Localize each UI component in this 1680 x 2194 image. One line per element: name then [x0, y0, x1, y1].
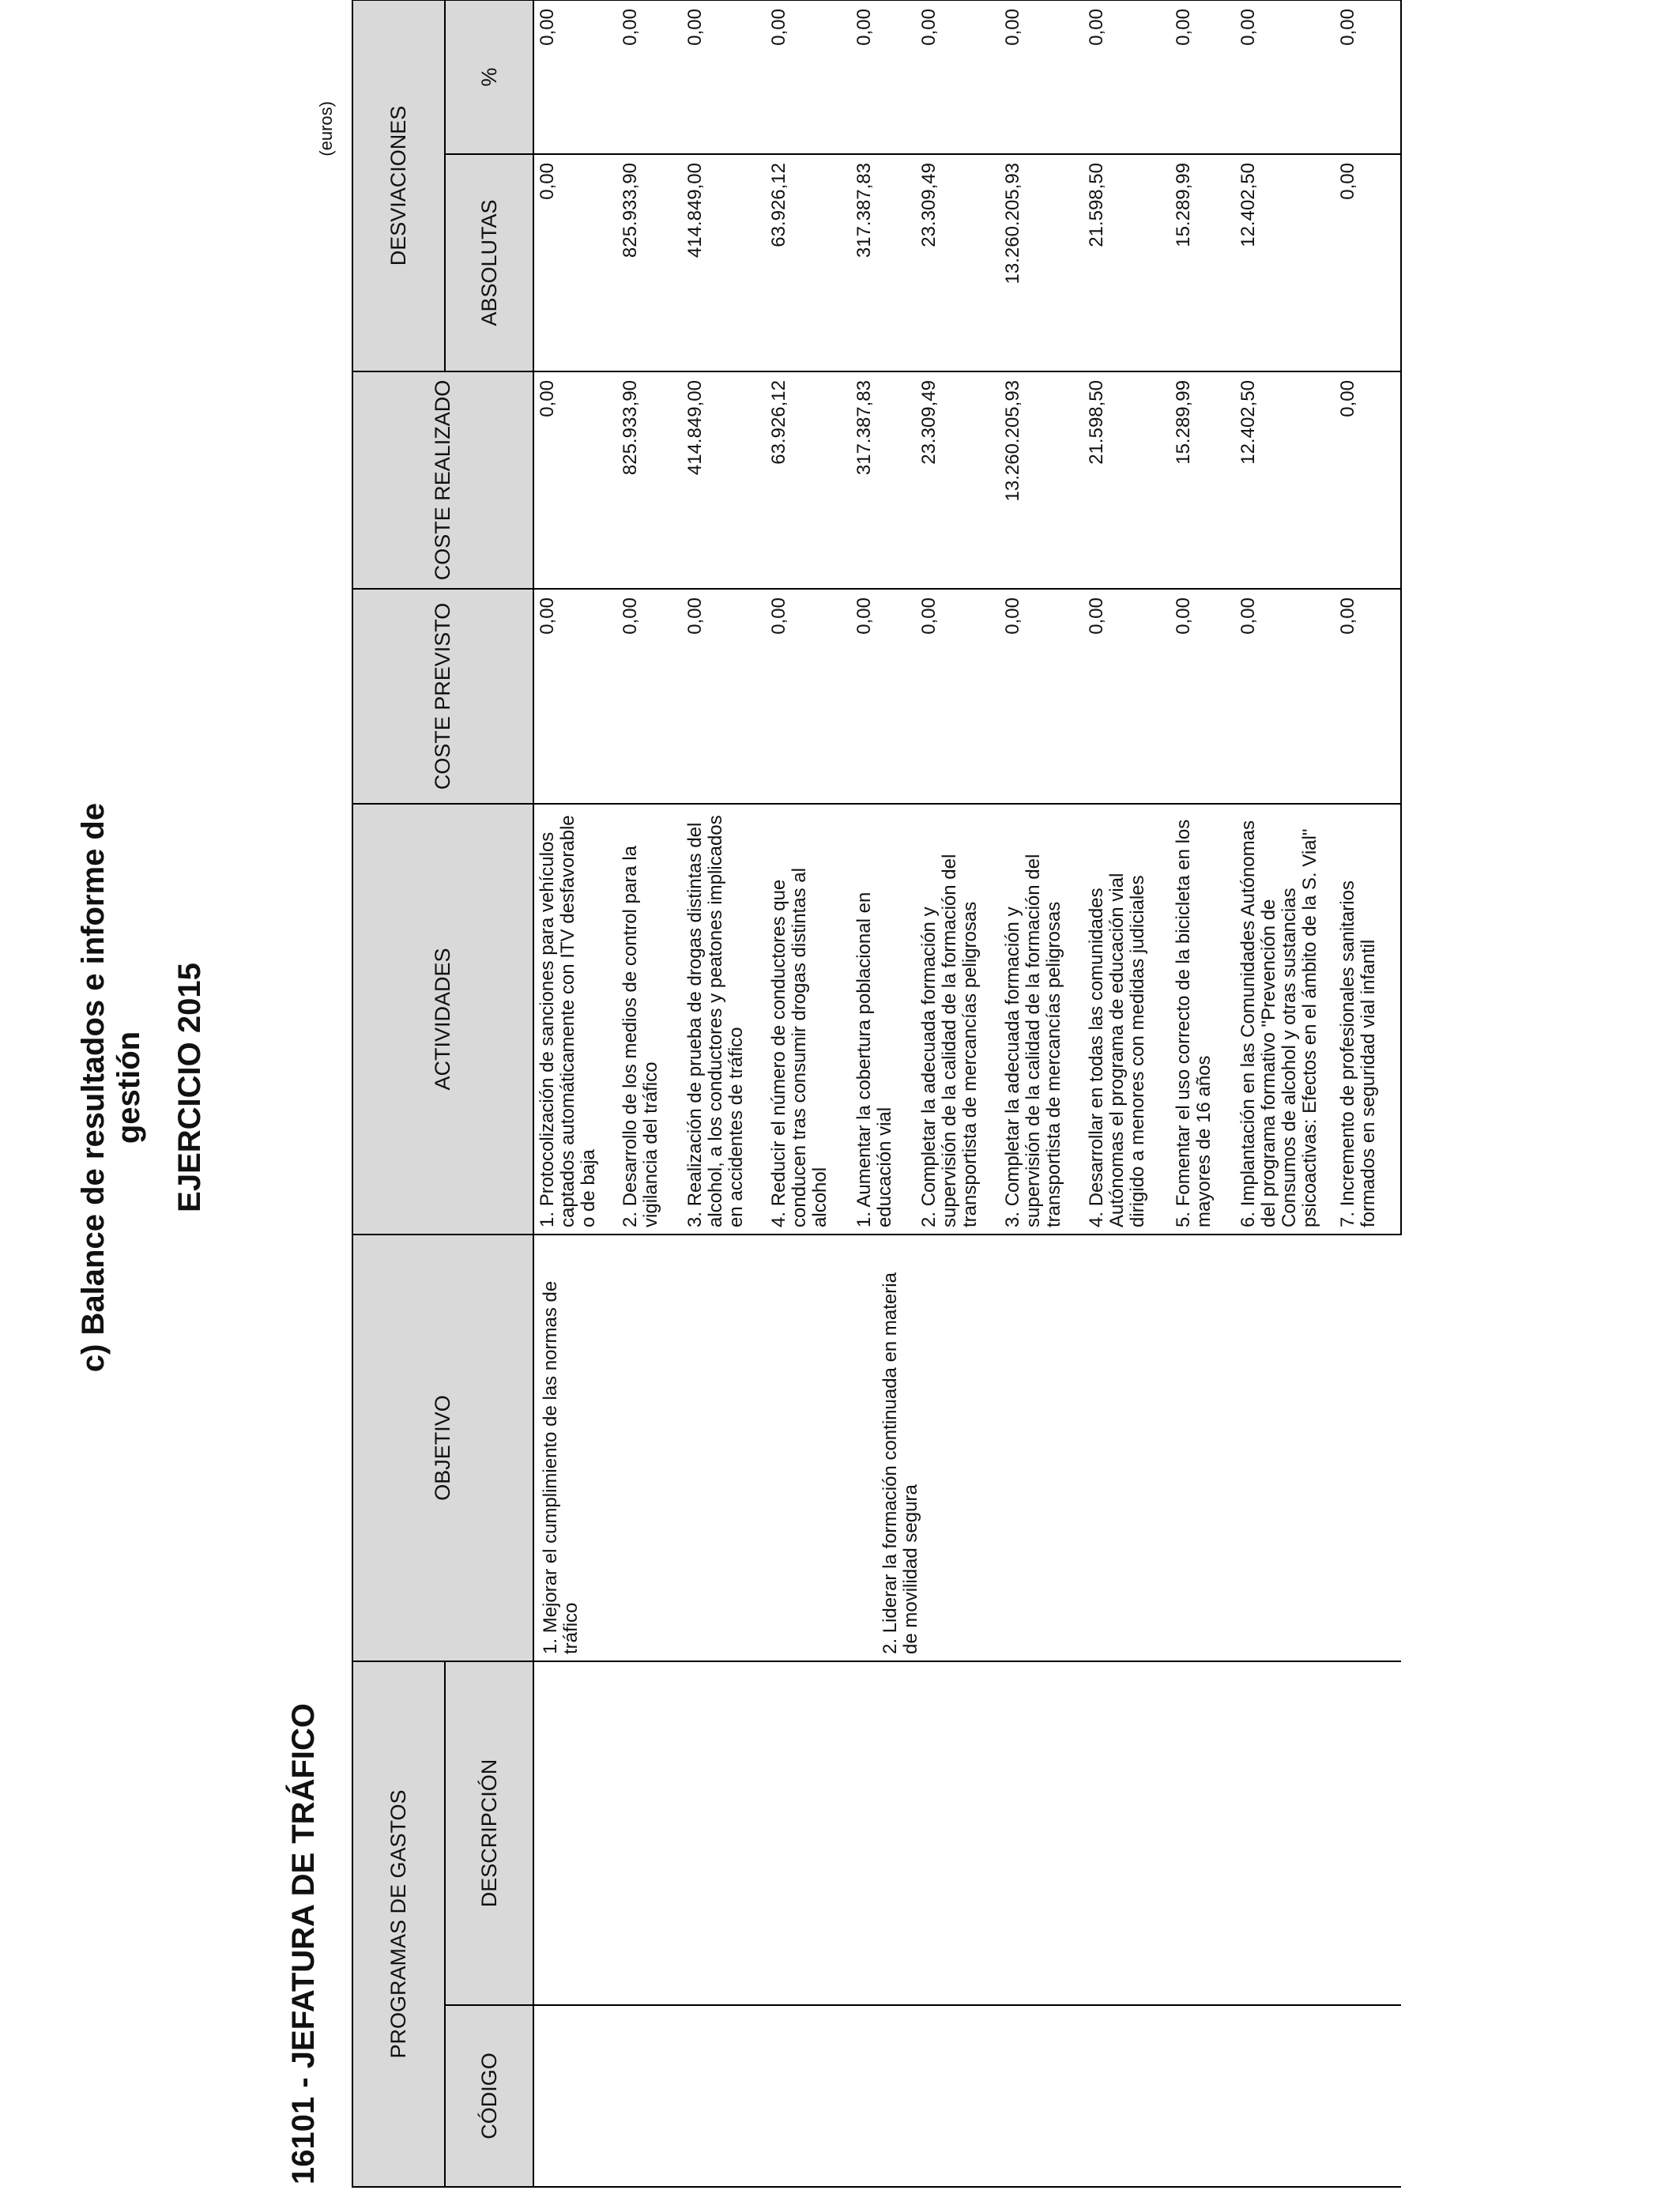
porcentaje-cell: 0,00: [1170, 0, 1235, 154]
actividad-cell: 7. Incremento de profesionales sanitarios formados en seguridad vial infantil: [1335, 804, 1401, 1235]
coste-realizado-cell: 825.933,90: [617, 371, 682, 589]
fiscal-year: EJERCICIO 2015: [172, 963, 207, 1212]
programas-group-header: PROGRAMAS DE GASTOS: [352, 1661, 445, 2187]
coste-previsto-cell: 0,00: [916, 589, 1000, 804]
porcentaje-cell: 0,00: [1083, 0, 1170, 154]
absolutas-cell: 12.402,50: [1235, 154, 1335, 371]
actividad-cell: 1. Protocolización de sanciones para vehículos captados automáticamente con ITV desfavorable o de baja: [533, 804, 617, 1235]
coste-realizado-cell: 23.309,49: [916, 371, 1000, 589]
actividad-cell: 4. Reducir el número de conductores que conducen tras consumir drogas distintas al alcohol: [766, 804, 851, 1235]
porcentaje-cell: 0,00: [916, 0, 1000, 154]
table-row: [533, 0, 617, 2187]
actividad-cell: 4. Desarrollar en todas las comunidades Autónomas el programa de educación vial dirigido a menores con medidas judiciales: [1083, 804, 1170, 1235]
actividades-header: ACTIVIDADES: [352, 804, 533, 1235]
absolutas-cell: 63.926,12: [766, 154, 851, 371]
document-title: c) Balance de resultados e informe de gestión: [76, 802, 146, 1373]
coste-previsto-cell: 0,00: [1083, 589, 1170, 804]
coste-previsto-cell: 0,00: [1335, 589, 1401, 804]
coste-previsto-cell: 0,00: [1000, 589, 1083, 804]
absolutas-cell: 23.309,49: [916, 154, 1000, 371]
codigo-header: CÓDIGO: [445, 2005, 533, 2187]
absolutas-cell: 13.260.205,93: [1000, 154, 1083, 371]
absolutas-cell: 317.387,83: [851, 154, 916, 371]
codigo-cell: [533, 2005, 1401, 2187]
actividad-cell: 3. Completar la adecuada formación y supervisión de la calidad de la formación del transportista de mercancías peligrosas: [1000, 804, 1083, 1235]
coste-realizado-cell: 317.387,83: [851, 371, 916, 589]
coste-previsto-header: COSTE PREVISTO: [352, 589, 533, 804]
entity-heading: 16101 - JEFATURA DE TRÁFICO: [286, 1702, 321, 2185]
porcentaje-cell: 0,00: [851, 0, 916, 154]
actividad-cell: 2. Completar la adecuada formación y supervisión de la calidad de la formación del transportista de mercancías peligrosas: [916, 804, 1000, 1235]
porcentaje-header: %: [445, 0, 533, 154]
objetivo-cell: [533, 1235, 1401, 1661]
coste-previsto-cell: 0,00: [851, 589, 916, 804]
table-body: [533, 0, 1401, 2187]
porcentaje-cell: 0,00: [682, 0, 766, 154]
descripcion-cell: [533, 1661, 1401, 2005]
absolutas-cell: 21.598,50: [1083, 154, 1170, 371]
absolutas-cell: 0,00: [533, 154, 617, 371]
objetivo-header: OBJETIVO: [352, 1235, 533, 1661]
actividad-cell: 5. Fomentar el uso correcto de la bicicleta en los mayores de 16 años: [1170, 804, 1235, 1235]
absolutas-header: ABSOLUTAS: [445, 154, 533, 371]
coste-realizado-cell: 0,00: [1335, 371, 1401, 589]
absolutas-cell: 0,00: [1335, 154, 1401, 371]
absolutas-cell: 825.933,90: [617, 154, 682, 371]
currency-unit: (euros): [316, 101, 336, 156]
porcentaje-cell: 0,00: [533, 0, 617, 154]
desviaciones-group-header: DESVIACIONES: [352, 0, 445, 371]
coste-realizado-cell: 414.849,00: [682, 371, 766, 589]
coste-previsto-cell: 0,00: [1235, 589, 1335, 804]
actividad-cell: 6. Implantación en las Comunidades Autónomas del programa formativo "Prevención de Consumos de alcohol y otras sustancias psicoactivas: Efectos en el ámbito de la S. Vial": [1235, 804, 1335, 1235]
coste-realizado-cell: 63.926,12: [766, 371, 851, 589]
coste-realizado-cell: 15.289,99: [1170, 371, 1235, 589]
actividad-cell: 1. Aumentar la cobertura poblacional en educación vial: [851, 804, 916, 1235]
objective-item: 2. Liderar la formación continuada en materia de movilidad segura: [880, 1272, 921, 1654]
coste-previsto-cell: 0,00: [766, 589, 851, 804]
porcentaje-cell: 0,00: [766, 0, 851, 154]
coste-realizado-cell: 12.402,50: [1235, 371, 1335, 589]
objective-item: 1. Mejorar el cumplimiento de las normas de tráfico: [540, 1280, 582, 1654]
coste-realizado-cell: 21.598,50: [1083, 371, 1170, 589]
absolutas-cell: 414.849,00: [682, 154, 766, 371]
coste-realizado-cell: 13.260.205,93: [1000, 371, 1083, 589]
coste-previsto-cell: 0,00: [1170, 589, 1235, 804]
porcentaje-cell: 0,00: [617, 0, 682, 154]
coste-previsto-cell: 0,00: [617, 589, 682, 804]
results-table: [352, 0, 1402, 2188]
actividad-cell: 2. Desarrollo de los medios de control para la vigilancia del tráfico: [617, 804, 682, 1235]
coste-previsto-cell: 0,00: [682, 589, 766, 804]
porcentaje-cell: 0,00: [1000, 0, 1083, 154]
coste-realizado-header: COSTE REALIZADO: [352, 371, 533, 589]
absolutas-cell: 15.289,99: [1170, 154, 1235, 371]
coste-previsto-cell: 0,00: [533, 589, 617, 804]
actividad-cell: 3. Realización de prueba de drogas distintas del alcohol, a los conductores y peatones implicados en accidentes de tráfico: [682, 804, 766, 1235]
descripcion-header: DESCRIPCIÓN: [445, 1661, 533, 2005]
porcentaje-cell: 0,00: [1235, 0, 1335, 154]
porcentaje-cell: 0,00: [1335, 0, 1401, 154]
coste-realizado-cell: 0,00: [533, 371, 617, 589]
